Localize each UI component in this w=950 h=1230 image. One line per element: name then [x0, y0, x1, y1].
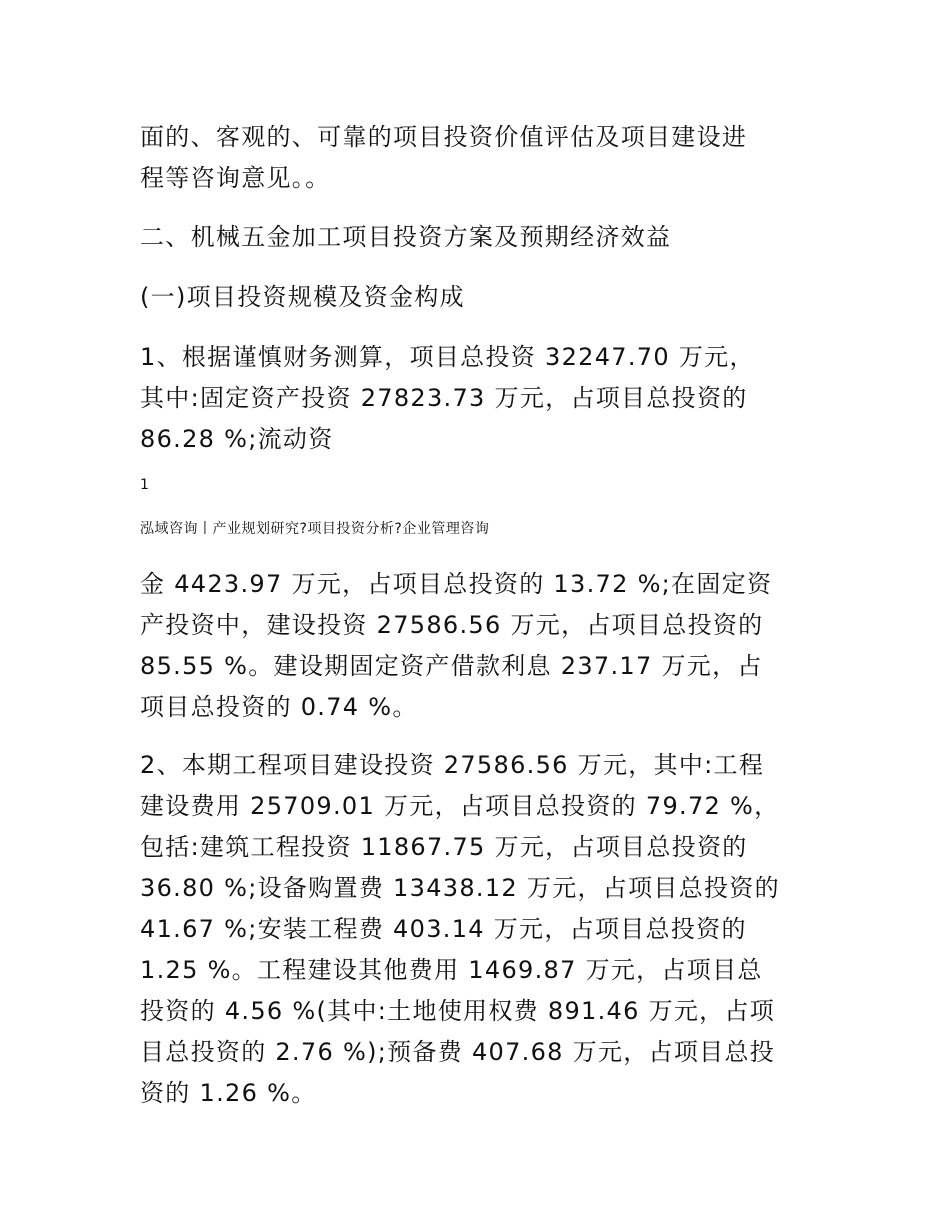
paragraph-construction-investment	[140, 745, 815, 1114]
text-line: 面的、客观的、可靠的项目投资价值评估及项目建设进	[140, 123, 748, 151]
text-line: 1.25 %。工程建设其他费用 1469.87 万元，占项目总	[140, 956, 763, 984]
paragraph-continued	[140, 117, 815, 199]
subsection-heading	[140, 277, 815, 318]
subsection-heading-text: (一)项目投资规模及资金构成	[140, 283, 465, 311]
page-number-text: 1	[140, 477, 150, 493]
text-line: 2、本期工程项目建设投资 27586.56 万元，其中:工程	[140, 751, 765, 779]
text-line: 其中:固定资产投资 27823.73 万元，占项目总投资的	[140, 384, 748, 412]
text-line: 目总投资的 2.76 %);预备费 407.68 万元，占项目总投	[140, 1038, 776, 1066]
running-header-text: 泓域咨询丨产业规划研究?项目投资分析?企业管理咨询	[140, 521, 490, 537]
paragraph-investment-total	[140, 337, 815, 460]
text-line: 41.67 %;安装工程费 403.14 万元，占项目总投资的	[140, 915, 747, 943]
text-line: 36.80 %;设备购置费 13438.12 万元，占项目总投资的	[140, 874, 780, 902]
text-line: 产投资中，建设投资 27586.56 万元，占项目总投资的	[140, 611, 764, 639]
running-header	[140, 519, 815, 539]
text-line: 85.55 %。建设期固定资产借款利息 237.17 万元，占	[140, 652, 763, 680]
text-line: 项目总投资的 0.74 %。	[140, 693, 418, 721]
text-line: 资的 1.26 %。	[140, 1079, 317, 1107]
text-line: 投资的 4.56 %(其中:土地使用权费 891.46 万元，占项	[140, 997, 776, 1025]
page-number	[140, 475, 815, 495]
text-line: 1、根据谨慎财务测算，项目总投资 32247.70 万元，	[140, 343, 755, 371]
paragraph-investment-continued	[140, 564, 815, 728]
text-line: 建设费用 25709.01 万元，占项目总投资的 79.72 %，	[140, 792, 780, 820]
section-heading	[140, 217, 815, 258]
text-line: 金 4423.97 万元，占项目总投资的 13.72 %;在固定资	[140, 570, 773, 598]
text-line: 86.28 %;流动资	[140, 425, 334, 453]
section-heading-text: 二、机械五金加工项目投资方案及预期经济效益	[140, 223, 672, 251]
text-line: 程等咨询意见。。	[140, 164, 331, 192]
text-line: 包括:建筑工程投资 11867.75 万元，占项目总投资的	[140, 833, 748, 861]
